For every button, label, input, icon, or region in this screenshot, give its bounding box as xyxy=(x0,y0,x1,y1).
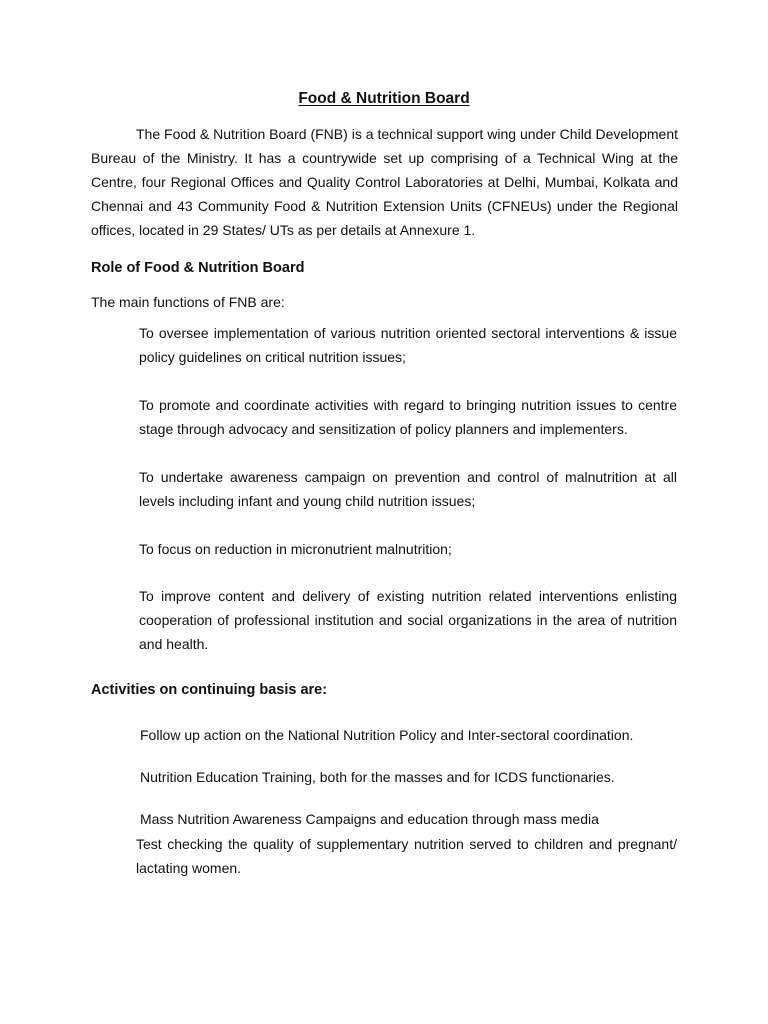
activity-item: Nutrition Education Training, both for the masses and for ICDS functionaries. xyxy=(140,769,615,785)
function-item: To oversee implementation of various nutrition oriented sectoral interventions & issue policy guidelines on critical nutrition issues; xyxy=(139,325,677,365)
activity-item: Test checking the quality of supplementary nutrition served to children and pregnant/ lactating women. xyxy=(136,836,677,876)
functions-lead: The main functions of FNB are: xyxy=(91,294,285,310)
activity-item: Mass Nutrition Awareness Campaigns and education through mass media xyxy=(140,811,599,827)
function-item: To focus on reduction in micronutrient malnutrition; xyxy=(139,541,452,557)
function-item: To undertake awareness campaign on prevention and control of malnutrition at all levels including infant and young child nutrition issues; xyxy=(139,469,677,509)
activities-heading: Activities on continuing basis are: xyxy=(91,682,328,698)
function-item: To promote and coordinate activities with regard to bringing nutrition issues to centre stage through advocacy and sensitization of policy planners and implementers. xyxy=(139,397,677,437)
role-heading: Role of Food & Nutrition Board xyxy=(91,260,305,276)
function-item: To improve content and delivery of existing nutrition related interventions enlisting cooperation of professional institution and social organizations in the area of nutrition and health. xyxy=(139,588,677,652)
activity-item: Follow up action on the National Nutrition Policy and Inter-sectoral coordination. xyxy=(140,727,634,743)
intro-paragraph: The Food & Nutrition Board (FNB) is a technical support wing under Child Development Bureau of the Ministry. It has a countrywide set up comprising of a Technical Wing at the Centre, four Regional Offices and Quality Control Laboratories at Delhi, Mumbai, Kolkata and Chennai and 43 Community Food & Nutrition Extension Units (CFNEUs) under the Regional offices, located in 29 States/ UTs as per details at Annexure 1. xyxy=(91,126,678,238)
page-title: Food & Nutrition Board xyxy=(298,90,470,107)
